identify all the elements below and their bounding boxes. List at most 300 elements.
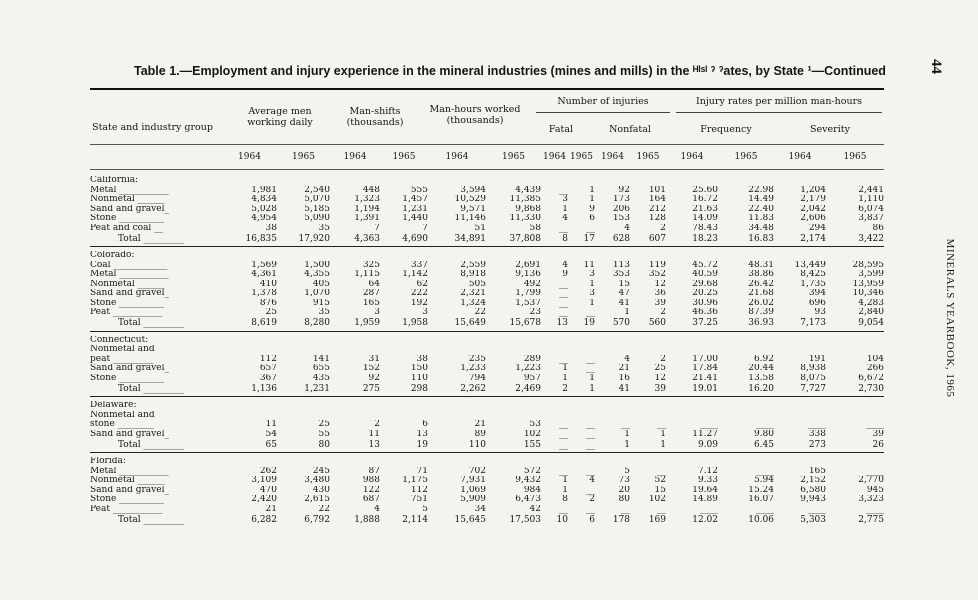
cell-col-12: 8,075 [800,373,826,383]
header-number-injuries: Number of injuries [557,96,649,107]
cell-col-2: 1,323 [354,195,380,204]
cell-col-10: 46.36 [692,308,718,317]
running-head: MINERALS YEARBOOK, 1965 [944,238,956,398]
cell-col-13 [826,176,884,186]
cell-col-6: 1 [562,364,568,373]
cell-col-7: 1 [589,195,595,204]
cell-col-6 [541,176,568,186]
row-label: peat _________ [90,354,154,364]
cell-col-10: 7.12 [697,466,718,476]
cell-col-11: 6.45 [753,439,774,450]
cell-col-5: 9,432 [515,476,541,485]
cell-col-7: 1 [589,298,595,308]
cell-col-12: 93 [814,308,826,317]
cell-col-11 [718,176,774,186]
cell-col-8: 41 [618,298,630,308]
cell-col-4: 34,891 [454,233,486,244]
cell-col-3: 6 [422,420,428,429]
cell-col-5: 6,473 [515,495,541,504]
cell-col-4: 2,321 [460,289,486,298]
cell-col-3: 222 [410,289,428,298]
cell-col-9 [630,411,666,421]
cell-col-11: ____ [756,420,774,429]
cell-col-5: 58 [529,223,541,233]
cell-col-1: 22 [318,504,330,514]
cell-col-7: __ [586,504,595,514]
cell-col-12 [774,336,826,346]
cell-col-1 [277,411,330,421]
cell-col-7 [568,457,595,467]
cell-col-2: 4 [374,504,380,514]
cell-col-2: 152 [362,364,380,373]
cell-col-1: 430 [312,485,330,495]
row-label: Sand and gravel_ [90,364,169,373]
year-header-12: 1964 [788,152,812,162]
cell-col-2: 13 [368,439,380,450]
cell-col-4: 702 [468,466,486,476]
cell-col-12: 13,449 [794,260,826,270]
cell-col-1 [277,457,330,467]
cell-col-10 [666,336,718,346]
header-man-hours: Man-hours worked (thousands) [429,104,521,126]
cell-col-8: 113 [612,260,630,270]
total-row [90,514,884,527]
cell-col-3 [380,336,428,346]
cell-col-11: 26.42 [748,279,774,289]
cell-col-12: 8,425 [800,270,826,279]
cell-col-2: 275 [362,383,380,394]
cell-col-10: 40.59 [692,270,718,279]
cell-col-4 [428,336,486,346]
table-row [90,355,884,365]
row-label: Peat ___________ [90,308,163,317]
cell-col-8 [595,251,630,261]
cell-col-12: 8,938 [800,364,826,373]
cell-col-4: 8,918 [460,270,486,279]
cell-col-12 [774,176,826,186]
header-injury-rates: Injury rates per million man-hours [695,96,863,107]
cell-col-13: 2,775 [858,514,884,525]
header-frequency: Frequency [700,124,752,135]
cell-col-13: ____ [866,466,884,476]
row-label: Total _________ [118,318,184,329]
year-header-11: 1965 [734,152,758,162]
cell-col-13: 2,840 [858,308,884,317]
cell-col-8: 92 [618,185,630,195]
cell-col-11: ____ [756,466,774,476]
cell-col-3 [380,176,428,186]
cell-col-6: 1 [562,485,568,495]
cell-col-4: 51 [474,223,486,233]
cell-col-5: 11,385 [509,195,541,204]
cell-col-5: 9,868 [515,204,541,214]
year-header-10: 1964 [680,152,704,162]
cell-col-7: 9 [589,204,595,214]
cell-col-0: 65 [265,439,277,450]
cell-col-7 [568,345,595,355]
cell-col-0: 11 [265,420,277,429]
cell-col-4: 3,594 [460,185,486,195]
cell-col-4: 235 [468,354,486,364]
cell-col-11: 11.83 [748,214,774,223]
cell-col-9: 560 [648,318,666,329]
row-label: Total _________ [118,514,184,525]
cell-col-7: __ [586,439,595,450]
cell-col-5: 2,469 [515,383,541,394]
cell-col-13: 104 [866,354,884,364]
year-header-9: 1965 [636,152,660,162]
cell-col-10: 25.60 [692,185,718,195]
cell-col-9: 1 [660,439,666,450]
cell-col-10: 14.09 [692,214,718,223]
cell-col-5: 155 [523,439,541,450]
table-row [90,299,884,309]
cell-col-0: 5,028 [251,204,277,214]
year-header-1: 1965 [292,152,315,162]
year-header-5: 1965 [502,152,525,162]
cell-col-0 [222,176,277,186]
cell-col-6: 9 [562,270,568,279]
cell-col-6: 3 [562,195,568,204]
cell-col-2 [330,401,380,411]
cell-col-12: 1,735 [800,279,826,289]
cell-col-11 [718,411,774,421]
cell-col-13: 28,595 [852,260,884,270]
cell-col-6: __ [559,420,568,429]
page-number: 44 [928,59,944,74]
cell-col-1 [277,176,330,186]
cell-col-1: 245 [312,466,330,476]
cell-col-13: 13,959 [852,279,884,289]
cell-col-10: 14.89 [692,495,718,504]
cell-col-4 [428,176,486,186]
cell-col-4 [428,251,486,261]
row-label: Total _________ [118,439,184,450]
cell-col-8: 47 [618,289,630,298]
cell-col-11: 38.86 [748,270,774,279]
cell-col-8: 1 [624,439,630,450]
cell-col-1: 1,070 [304,289,330,298]
state-heading-row [90,176,884,186]
cell-col-8: 1 [624,308,630,317]
cell-col-8: 20 [618,485,630,495]
cell-col-10: 29.68 [692,279,718,289]
cell-col-5: 17,503 [509,514,541,525]
state-heading-row [90,457,884,467]
cell-col-6: 13 [556,318,568,329]
cell-col-8: __ [621,504,630,514]
cell-col-5 [486,345,541,355]
cell-col-9: 128 [648,214,666,223]
cell-col-4: 1,069 [460,485,486,495]
cell-col-6: 4 [562,214,568,223]
cell-col-6 [541,251,568,261]
cell-col-13: ____ [866,504,884,514]
cell-col-10: 11.27 [692,429,718,439]
cell-col-13 [826,336,884,346]
total-row [90,383,884,397]
cell-col-9: 2 [660,354,666,364]
cell-col-3: 298 [410,383,428,394]
cell-col-0: 54 [265,429,277,439]
cell-col-5: 102 [523,429,541,439]
table-row [90,345,884,355]
cell-col-1 [277,251,330,261]
cell-col-6: __ [559,504,568,514]
cell-col-12: 6,580 [800,485,826,495]
cell-col-4 [428,345,486,355]
cell-col-8: 153 [612,214,630,223]
cell-col-5: 289 [523,354,541,364]
cell-col-12: 7,727 [800,383,826,394]
cell-col-13: 2,770 [858,476,884,485]
cell-col-11: 15.24 [748,485,774,495]
cell-col-7: 6 [589,214,595,223]
cell-col-0 [222,336,277,346]
cell-col-0: 1,378 [251,289,277,298]
row-label: Metal ___________ [90,270,169,279]
cell-col-0: 657 [259,364,277,373]
cell-col-1: 4,355 [304,270,330,279]
cell-col-6 [541,457,568,467]
cell-col-0: 1,136 [251,383,277,394]
table-row [90,364,884,374]
cell-col-1: 55 [318,429,330,439]
cell-col-8: 353 [612,270,630,279]
cell-col-12: ____ [808,504,826,514]
cell-col-8: 628 [612,233,630,244]
cell-col-6: __ [559,289,568,298]
cell-col-3: 112 [410,485,428,495]
state-heading-row [90,336,884,346]
cell-col-11: 36.93 [748,318,774,329]
table-row [90,495,884,505]
cell-col-10: 20.25 [692,289,718,298]
cell-col-6: 8 [562,495,568,504]
table-title: Table 1.—Employment and injury experience in the mineral industries (mines and mills) in the ᴴᴵˢˡ ˀ ˀates, by State ¹—Continued [134,64,886,78]
total-row [90,439,884,453]
cell-col-7: __ [586,354,595,364]
cell-col-9: 352 [648,270,666,279]
cell-col-0: 25 [265,308,277,317]
cell-col-5: 23 [529,308,541,317]
cell-col-9: 39 [654,383,666,394]
cell-col-12: 2,152 [800,476,826,485]
cell-col-7 [568,176,595,186]
row-label: Florida: [90,457,126,466]
cell-col-3: 1,440 [402,214,428,223]
table-row [90,505,884,515]
cell-col-2: 7 [374,223,380,233]
cell-col-8 [595,176,630,186]
cell-col-2: 1,888 [354,514,380,525]
cell-col-5 [486,411,541,421]
cell-col-12 [774,345,826,355]
row-label: Stone __________ [90,298,165,308]
cell-col-1: 5,185 [304,204,330,214]
cell-col-1: 35 [318,308,330,317]
cell-col-8: 178 [612,514,630,525]
cell-col-4 [428,411,486,421]
cell-col-3: 7 [422,223,428,233]
cell-col-1: 405 [312,279,330,289]
cell-col-5 [486,251,541,261]
cell-col-4: 5,909 [460,495,486,504]
cell-col-3: 192 [410,298,428,308]
year-header-13: 1965 [843,152,867,162]
cell-col-11: 87.39 [748,308,774,317]
cell-col-3: 150 [410,364,428,373]
header-severity: Severity [810,124,850,135]
cell-col-7: __ [586,466,595,476]
cell-col-6: __ [559,429,568,439]
cell-col-1: 435 [312,373,330,383]
cell-col-2 [330,251,380,261]
cell-col-5: 15,678 [509,318,541,329]
cell-col-3: 13 [416,429,428,439]
cell-col-8: 206 [612,204,630,214]
row-label: California: [90,176,139,185]
row-label: Colorado: [90,251,135,260]
cell-col-6: __ [559,185,568,195]
cell-col-4 [428,401,486,411]
cell-col-12: 294 [808,223,826,233]
cell-col-4: 21 [474,420,486,429]
cell-col-12: 2,606 [800,214,826,223]
cell-col-7: 1 [589,279,595,289]
cell-col-10 [666,176,718,186]
cell-col-13: 3,599 [858,270,884,279]
row-label: Sand and gravel_ [90,485,169,495]
cell-col-8: 4 [624,223,630,233]
cell-col-13: 266 [866,364,884,373]
cell-col-7 [568,336,595,346]
cell-col-3: 19 [416,439,428,450]
table-row [90,486,884,496]
cell-col-11 [718,336,774,346]
cell-col-10: 18.23 [692,233,718,244]
cell-col-1: 5,070 [304,195,330,204]
cell-col-11: 5.94 [753,476,774,485]
cell-col-1 [277,345,330,355]
cell-col-2 [330,457,380,467]
cell-col-2: 1,194 [354,204,380,214]
cell-col-12: ____ [808,420,826,429]
cell-col-9: 212 [648,204,666,214]
cell-col-2 [330,176,380,186]
row-label: Stone __________ [90,373,165,383]
cell-col-11: 13.58 [748,373,774,383]
cell-col-8 [595,411,630,421]
row-label: Sand and gravel_ [90,204,169,214]
table-row [90,289,884,299]
cell-col-11: 48.31 [748,260,774,270]
cell-col-11: 26.02 [748,298,774,308]
cell-col-3: 62 [416,279,428,289]
cell-col-4: 22 [474,308,486,317]
row-label: Delaware: [90,401,137,410]
cell-col-9: 12 [654,373,666,383]
cell-col-12: 9,943 [800,495,826,504]
cell-col-7: __ [586,420,595,429]
cell-col-13: 6,672 [858,373,884,383]
cell-col-2: 1,391 [354,214,380,223]
cell-col-9: 36 [654,289,666,298]
cell-col-3: 4,690 [402,233,428,244]
cell-col-5: 492 [523,279,541,289]
cell-col-9: 2 [660,223,666,233]
year-header-8: 1964 [601,152,624,162]
rates-subrule [676,112,882,113]
cell-col-13 [826,411,884,421]
cell-col-12: 2,174 [800,233,826,244]
cell-col-11: 16.07 [748,495,774,504]
row-label: Total _________ [118,383,184,394]
cell-col-4: 11,146 [454,214,486,223]
cell-col-9: 607 [648,233,666,244]
row-label: Nonmetal and [90,345,155,354]
cell-col-2: 3 [374,308,380,317]
cell-col-9: 15 [654,485,666,495]
cell-col-12: 7,173 [800,318,826,329]
table-row [90,420,884,430]
cell-col-5: 53 [529,420,541,429]
cell-col-12 [774,457,826,467]
cell-col-6: __ [559,223,568,233]
cell-col-13 [826,457,884,467]
cell-col-6: 1 [562,373,568,383]
cell-col-3: 1,958 [402,318,428,329]
cell-col-4: 794 [468,373,486,383]
cell-col-0: 8,619 [251,318,277,329]
cell-col-2 [330,336,380,346]
cell-col-4: 10,529 [454,195,486,204]
cell-col-11 [718,457,774,467]
cell-col-13: 1,110 [858,195,884,204]
row-label: Nonmetal ______ [90,279,165,289]
cell-col-5: 572 [523,466,541,476]
cell-col-1: 1,500 [304,260,330,270]
cell-col-5: 42 [529,504,541,514]
cell-col-0: 367 [259,373,277,383]
cell-col-8: 21 [618,364,630,373]
table-row [90,224,884,234]
cell-col-7 [568,251,595,261]
cell-col-10: 17.84 [692,364,718,373]
cell-col-0 [222,401,277,411]
cell-col-11: 20.44 [748,364,774,373]
cell-col-7 [568,401,595,411]
cell-col-1: 915 [312,298,330,308]
cell-col-2: 988 [362,476,380,485]
cell-col-0: 262 [259,466,277,476]
cell-col-0 [222,411,277,421]
cell-col-9: 2 [660,308,666,317]
cell-col-12: 2,179 [800,195,826,204]
cell-col-6 [541,345,568,355]
cell-col-4: 2,262 [460,383,486,394]
cell-col-9: __ [657,420,666,429]
cell-col-5 [486,336,541,346]
cell-col-4: 89 [474,429,486,439]
cell-col-2: 1,959 [354,318,380,329]
cell-col-9: 25 [654,364,666,373]
row-label: Stone __________ [90,214,165,223]
cell-col-10: 16.72 [692,195,718,204]
cell-col-2: 165 [362,298,380,308]
cell-col-0: 112 [259,354,277,364]
table-row [90,430,884,440]
